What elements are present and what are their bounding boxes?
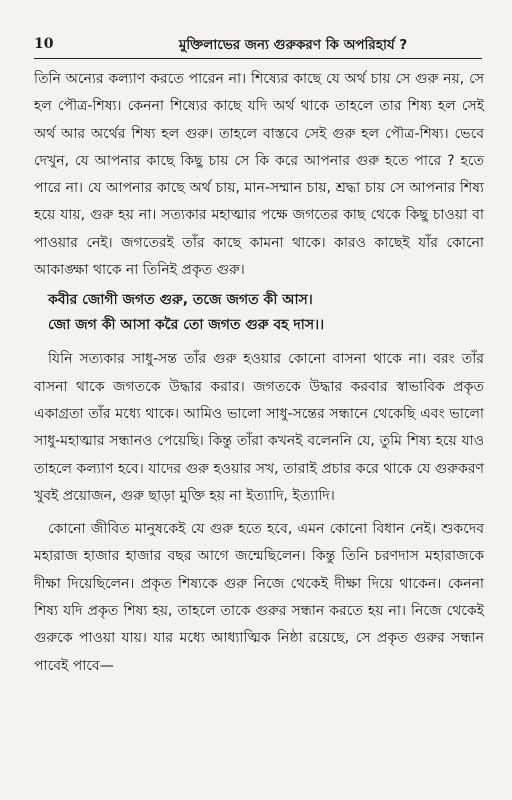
paragraph-2: যিনি সত্যকার সাধু-সন্ত তাঁর গুরু হওয়ার কোনো বাসনা থাকে না। বরং তাঁর বাসনা থাকে জগতকে উদ্ধার করার। জগতকে উদ্ধার করবার স্বাভাবিক প্রকৃত একাগ্রতা তাঁর মধ্যে থাকে। আমিও ভালো সাধু-সন্তের সন্ধানে থেকেছি এবং ভালো সাধু-মহাত্মার সন্ধানও পেয়েছি। কিন্তু তাঁরা কখনই বলেননি যে, তুমি শিষ্য হয়ে যাও তাহলে কল্যাণ হবে। যাদের গুরু হওয়ার সখ, তারাই প্রচার করে থাকে যে গুরুকরণ খুবই প্রয়োজন, গুরু ছাড়া মুক্তি হয় না ইত্যাদি, ইত্যাদি। xyxy=(34,351,484,504)
page-body xyxy=(34,66,484,680)
verse-line-2: জো জগ কী আসা করৈ তো জগত গুরু বহ দাস।। xyxy=(48,317,325,334)
verse-line-1: কবীর জোগী জগত গুরু, তজে জগত কী আস। xyxy=(48,292,313,309)
page-header xyxy=(34,28,482,59)
running-title: মুক্তিলাভের জন্য গুরুকরণ কি অপরিহার্য ? xyxy=(178,37,408,53)
page-number: 10 xyxy=(34,36,54,52)
verse-couplet xyxy=(34,288,484,338)
paragraph-1: তিনি অন্যের কল্যাণ করতে পারেন না। শিষ্যের কাছে যে অর্থ চায় সে গুরু নয়, সে হল পৌত্র-শিষ্য। কেননা শিষ্যের কাছে যদি অর্থ থাকে তাহলে তার শিষ্য হল সেই অর্থ আর অর্থের শিষ্য হল গুরু। তাহলে বাস্তবে সেই গুরু হল পৌত্র-শিষ্য। ভেবে দেখুন, যে আপনার কাছে কিছু চায় সে কি করে আপনার গুরু হতে পারে ? হতে পারে না। যে আপনার কাছে অর্থ চায়, মান-সম্মান চায়, শ্রদ্ধা চায় সে আপনার শিষ্য হয়ে যায়, গুরু হয় না। সত্যকার মহাত্মার পক্ষে জগতের কাছ থেকে কিছু চাওয়া বা পাওয়ার নেই। জগতেরই তাঁর কাছে কামনা থাকে। কারও কাছেই যাঁর কোনো আকাঙ্ক্ষা থাকে না তিনিই প্রকৃত গুরু। xyxy=(34,71,484,279)
paragraph-3: কোনো জীবিত মানুষকেই যে গুরু হতে হবে, এমন কোনো বিধান নেই। শুকদেব মহারাজ হাজার হাজার বছর আগে জন্মেছিলেন। কিন্তু তিনি চরণদাস মহারাজকে দীক্ষা দিয়েছিলেন। প্রকৃত শিষ্যকে গুরু নিজে থেকেই দীক্ষা দিয়ে থাকেন। কেননা শিষ্য যদি প্রকৃত শিষ্য হয়, তাহলে তাকে গুরুর সন্ধান করতে হয় না। নিজে থেকেই গুরুকে পাওয়া যায়। যার মধ্যে আধ্যাত্মিক নিষ্ঠা রয়েছে, সে প্রকৃত গুরুর সন্ধান পাবেই পাবে— xyxy=(34,521,484,674)
